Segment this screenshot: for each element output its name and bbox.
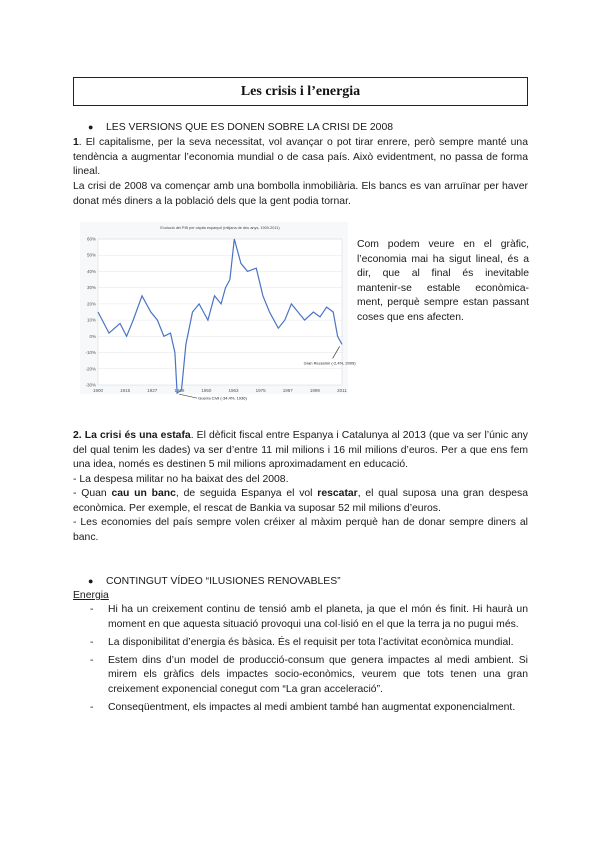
x-tick-label: 1999 (309, 388, 320, 393)
line3-c: , de seguida Espanya el vol (175, 488, 318, 499)
section3-heading-row (88, 576, 341, 587)
section2-line-4 (73, 516, 528, 545)
y-tick-label: 20% (86, 301, 96, 307)
y-tick-label: 50% (86, 252, 96, 258)
line3-a: - Quan (73, 488, 112, 499)
list-item-text: Hi ha un creixement continu de tensió amb el planeta, ja que el món és finit. Hi haurà un moment en que aquesta situació provoqui una col·lisió en el que la terra ja no pugui més. (108, 604, 528, 630)
list-item-text: La disponibilitat d’energia és bàsica. És el requisit per tota l’activitat econòmica mundial. (108, 636, 514, 648)
p1-number: 1 (73, 137, 79, 148)
section1-heading-row (88, 122, 393, 133)
list-item: - Hi ha un creixement continu de tensió amb el planeta, ja que el món és finit. Hi haurà un moment en que aquesta situació provoqui una col·lisió en el que la terra ja no pugui més. (90, 603, 528, 632)
y-tick-label: 60% (86, 236, 96, 242)
x-tick-label: 1950 (201, 388, 212, 393)
gdp-chart-svg (80, 222, 356, 401)
bullet-icon: ● (88, 122, 94, 132)
section1-heading: LES VERSIONS QUE ES DONEN SOBRE LA CRISI DE 2008 (106, 122, 393, 133)
p2-text: La crisi de 2008 va començar amb una bombolla inmobiliària. Els bancs es van arruïnar per haver donat més diners a la població dels que la gent podia tornar. (73, 181, 528, 207)
x-tick-label: 1939 (174, 388, 185, 393)
page-title: Les crisis i l’energia (240, 83, 361, 99)
x-tick-label: 1987 (282, 388, 293, 393)
annotation-arrow (179, 394, 197, 398)
p1-text: . El capitalisme, per la seva necessitat, vol avançar o pot tirar enrere, però sempre manté una tendència a augmentar l’economia mundial o de casa país. Això evidentment, no passa de forma lineal. (73, 137, 528, 177)
section2-lead: 2. La crisi és una estafa (73, 430, 191, 441)
section1-paragraph-2 (73, 180, 528, 209)
y-tick-label: -10% (85, 350, 96, 356)
bullet-icon: ● (88, 576, 94, 586)
y-tick-label: -30% (85, 382, 96, 388)
x-tick-label: 1975 (255, 388, 266, 393)
section1-paragraph-1 (73, 136, 528, 180)
list-item: - Conseqüentment, els impactes al medi ambient també han augmentat exponencialment. (90, 701, 528, 716)
x-tick-label: 2011 (337, 388, 347, 393)
economies-line: - Les economies del país sempre volen créixer al màxim perquè han de donar sempre diners al banc. (73, 517, 528, 543)
list-item-text: Estem dins d’un model de producció-consum que genera impactes al medi ambient. Si mirem els gràfics dels impactes socio-econòmics, veurem que tots tenen una gran creixement exponencial conegut com “La gran acceleració”. (108, 654, 528, 695)
y-tick-label: 30% (86, 285, 96, 291)
gdp-chart (80, 222, 356, 401)
section2-lead-rest: . El dèficit fiscal entre Espanya i Catalunya al 2013 (que va ser l’únic any del qual tenim les dades) va ser d’entre 11 mil milions i 16 mil milions d’euros. Per a que ens fem una idea, només es destinen 5 mil milions aproximadament en educació. (73, 430, 528, 470)
list-item: - La disponibilitat d’energia és bàsica. És el requisit per tota l’activitat econòmica mundial. (90, 636, 528, 651)
military-spending-line: - La despesa militar no ha baixat des del 2008. (73, 474, 289, 485)
section2-line-2 (73, 473, 528, 488)
line3-e: , el qual suposa una gran despesa econòmica. Per exemple, el rescat de Bankia va suposar 52 mil milions d’euros. (73, 488, 528, 514)
y-tick-label: 10% (86, 317, 96, 323)
chart-title: Evolució del PIB per càpita espanyol (mitjana de deu anys, 1900-2011) (160, 226, 280, 230)
x-tick-label: 1927 (147, 388, 158, 393)
x-tick-label: 1963 (228, 388, 239, 393)
title-box (73, 77, 528, 106)
line3-bold-bank: cau un banc (111, 488, 176, 499)
annotation-label: Guerra Civil (-34,4%, 1936) (198, 395, 247, 401)
annotation-label: Gran Recesión (-2,4%, 2009) (303, 360, 356, 366)
y-tick-label: 40% (86, 268, 96, 274)
section3-heading: CONTINGUT VÍDEO “ILUSIONES RENOVABLES” (106, 576, 341, 587)
line3-bold-rescue: rescatar (317, 488, 358, 499)
x-tick-label: 1915 (120, 388, 131, 393)
list-item: - Estem dins d’un model de producció-consum que genera impactes al medi ambient. Si mirem els gràfics dels impactes socio-econòmics, veurem que tots tenen una gran creixement exponencial conegut com “La gran acceleració”. (90, 654, 528, 698)
y-tick-label: -20% (85, 366, 96, 372)
y-tick-label: 0% (89, 333, 96, 339)
list-item-text: Conseqüentment, els impactes al medi ambient també han augmentat exponencialment. (108, 701, 516, 713)
x-tick-label: 1900 (92, 388, 104, 393)
energia-list (90, 603, 528, 719)
section2-line-3 (73, 487, 528, 516)
section2-paragraph (73, 429, 528, 473)
chart-commentary: Com podem veure en el gràfic, l’economia mai ha sigut lineal, és a dir, que al final és inevitable mantenir-se estable econòmica-ment, perquè sempre estan passant coses que ens afecten. (357, 239, 529, 323)
energia-label: Energia (73, 590, 109, 601)
